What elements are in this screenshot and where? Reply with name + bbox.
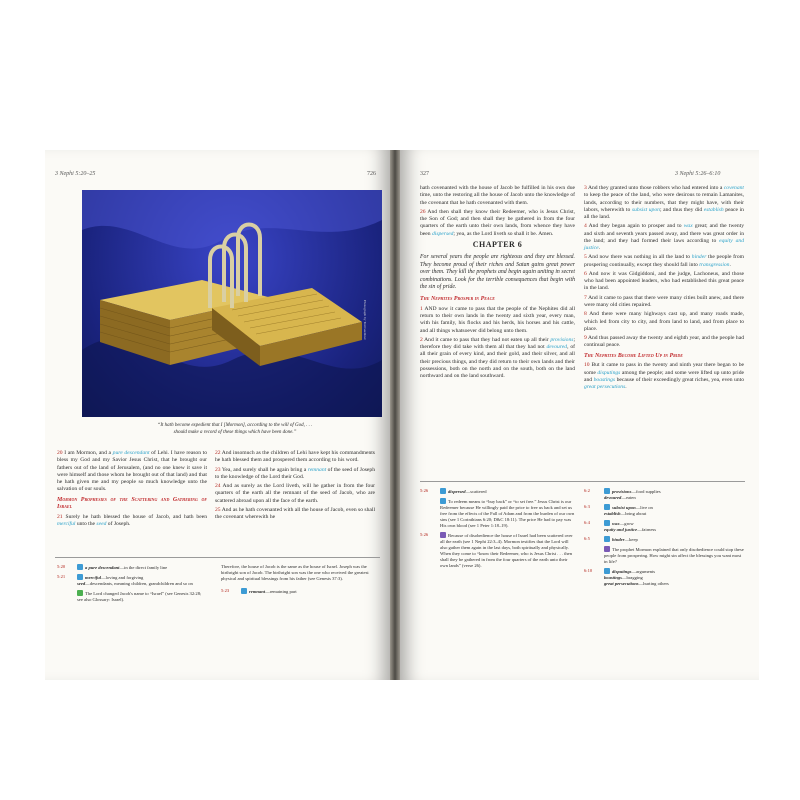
running-head-left: 3 Nephi 5:20–25 [55,171,96,177]
footnoted-word: wax [683,223,693,230]
verse-text: And now there was nothing in all the land to [588,254,692,261]
verse-number: 21 [57,514,63,521]
verse-4 [584,223,744,252]
note-reference: 6:10 [584,567,593,573]
verse-number: 24 [215,483,221,490]
right-notes-column-1 [420,488,575,572]
verse-text: And now it was Gidgiddoni, and the judge, Lachoneus, and those who had been appointed leaders, who had established this great peace in the land. [584,270,744,292]
verse-text: And there were many highways cast up, and many roads made, which led from city to city, and from land to land, and from place to place. [584,311,744,332]
note-definition: —loving and forgiving [101,574,144,580]
verse-text: peace in all the land. [584,206,744,221]
note-redeemer [420,498,575,529]
note-definition: —fairness [637,526,657,532]
footnoted-word: dispersed [431,230,454,237]
left-notes-column-2 [221,564,376,598]
note-reference: 5:26 [420,531,429,537]
verse-text: great; and the twenty and sixth and seventh years passed away, and there was great order in the land; and they had formed their laws according to [584,223,744,244]
note-reference: 5:20 [57,564,66,569]
verse-text: . [598,245,601,252]
footnoted-word: covenant [723,185,744,191]
right-notes-column-2 [584,488,744,590]
definition-icon [440,488,446,494]
left-notes-column-1 [57,564,207,606]
note-reference: 5:23 [221,587,230,593]
verse-24 [215,483,375,505]
verse-number: 22 [215,450,221,456]
note-text: To redeem means to “buy back” or “to set free.” Jesus Christ is our Redeemer because He willingly paid the price to free us back and set us free from the effects of the Fall of Adam and from the burden of our own sins (see 1 Corinthians 6:20; D&C 18:11). The price He had to pay was His own blood (see 1 Peter 1:18–19). [440,498,575,528]
note-term: a pure descendant [85,565,120,570]
note-5-21 [57,574,207,587]
footnoted-word: hinder [691,254,707,261]
footnoted-word: remnant [307,466,327,473]
footnoted-word: equity and justice [584,237,744,252]
verse-number: 5 [584,254,587,261]
right-page [400,150,759,680]
note-reference: 5:21 [57,573,66,579]
note-term: hinder [612,536,625,542]
footnoted-word: subsist upon [631,206,660,213]
verse-number: 9 [584,335,587,342]
photo-caption [105,423,365,436]
note-term: seed [77,580,86,586]
gold-plates-photo [82,190,382,417]
note-definition: —descendants, meaning children, grandchildren and so on [85,580,193,586]
verse-text: ; therefore they did take with them all that they had not [420,336,575,351]
right-column-1 [420,185,575,382]
footnoted-word: merciful [57,521,76,528]
note-definition: —remaining part [265,588,297,594]
verse-text: of Joseph. [106,521,131,528]
verse-text: . [729,261,731,268]
footnoted-word: devoured [546,344,568,351]
section-heading: Mormon Prophesies of the Scattering and Gathering of Israel [57,496,207,511]
verse-number: 2 [420,336,423,343]
caption-line-2: should make a record of these things which have been done.” [173,429,297,435]
right-column-2 [584,185,744,393]
left-column-2 [215,450,375,523]
verse-text: And thus passed away the twenty and eighth year, and the people had continual peace. [584,335,744,349]
verse-text: ; yea, as the Lord liveth so shall it be. Amen. [453,230,554,237]
verse-number: 4 [584,223,587,230]
verse-8 [584,311,744,333]
verse-7 [584,295,744,310]
verse-25 [215,507,375,522]
caption-line-1: “It hath become expedient that I [Mormon], according to the will of God, . . . [157,423,313,428]
verse-3 [584,185,744,221]
definition-icon [604,504,610,510]
verse-number: 3 [584,185,587,191]
note-term: subsist upon [612,504,636,510]
verse-text: And it came to pass that there were many cities built anew, and there were many old cities repaired. [584,294,744,308]
footnoted-word: boastings [593,376,616,383]
note-definition: —grow [619,520,634,526]
note-5-23 [221,588,376,595]
note-term: great persecutions [604,580,639,586]
open-book [45,150,759,680]
note-5-26-gathering [420,532,575,569]
verse-text: And it came to pass that they had not eaten up all their [424,336,551,343]
verse-text: Surely he hath blessed the house of Jacob, and hath been [65,514,207,521]
note-term: boastings [604,574,622,580]
verse-text: of the seed of Joseph to the knowledge of the Lord their God. [215,466,375,480]
note-text: Because of disobedience the house of Israel had been scattered over all the earth (see 1 Nephi 22:3–4). Mormon testifies that the Lord will also gather them again in the last days, both spiritually and physically. When they come to “know their Redeemer, who is Jesus Christ . . . then shall they be gathered in from the four quarters of the earth unto their own lands” (verse 26). [440,532,573,568]
note-5-20 [57,564,207,571]
verse-text: And as he hath covenanted with all the house of Jacob, even so shall the covenant wherewith he [215,506,375,521]
note-reference: 6:5 [584,535,590,541]
verse-23 [215,467,375,482]
note-term: provisions [612,489,632,494]
photo-credit: Photograph by Ted Gardiner [363,300,367,340]
note-term: remnant [249,588,266,594]
section-heading: The Nephites Become Lifted Up in Pride [584,352,683,359]
verse-text: the people from prospering continually, except they should fall into [584,254,744,268]
note-israel [57,590,207,603]
verse-20 [57,450,207,494]
chapter-summary: For several years the people are righteous and they are blessed. They become proud of their riches and Satan gains great power over them. They kill the prophets and begin again uniting in secret combinations. Look for the terrible consequences that begin with the sin of pride. [420,254,575,291]
insight-icon [604,546,610,552]
verse-text: unto the [75,521,97,528]
verse-text: I am Mormon, and a [64,450,113,456]
note-6-4 [584,520,744,533]
insight-icon [77,590,83,596]
verse-6 [584,271,744,293]
definition-icon [604,520,610,526]
note-6-2 [584,488,744,501]
verse-text: . [625,384,627,391]
book-gutter [390,150,400,680]
verse-text: , of all their grain of every kind, and their gold, and their silver, and all their precious things, and they did return to their own lands and their possessions, both on the north and on the south, both on the land northward and on the land southward. [420,344,575,380]
note-6-3 [584,504,744,517]
verse-2 [420,337,575,381]
running-head-right: 3 Nephi 5:26–6:10 [675,171,721,177]
verse-text: because of their exceedingly great riches, yea, even unto [615,376,744,383]
note-reference: 6:2 [584,488,590,493]
verse-text: And they granted unto those robbers who had entered into a [587,185,724,191]
verse-10 [584,362,744,391]
note-definition: —keep [624,536,638,542]
note-term: merciful [85,574,102,580]
footnoted-word: provisions [550,336,574,343]
verse-text: Yea, and surely shall he again bring a [221,466,308,473]
note-definition: —food supplies [631,489,661,494]
verse-5 [584,254,744,269]
verse-text: among the people; and some were lifted up unto pride and [584,369,744,383]
left-column-1 [57,450,207,531]
verse-number: 26 [420,208,426,215]
note-definition: —bragging [621,574,643,580]
note-reference: 6:4 [584,519,590,525]
note-term: devoured [604,494,622,500]
note-reference: 5:26 [420,488,429,493]
verse-text: And they began again to prosper and to [588,223,684,230]
definition-icon [604,488,610,494]
verse-25-continued: hath covenanted with the house of Jacob be fulfilled in his own due time, unto the restoring all the house of Jacob unto the knowledge of the covenant that he hath covenanted with them. [420,185,575,206]
verse-number: 8 [584,311,587,318]
note-text: The Lord changed Jacob's name to “Israel” (see Genesis 32:28; see also Glossary: Israel). [77,590,202,602]
chapter-heading: CHAPTER 6 [472,239,523,249]
note-definition: —arguments [631,568,656,574]
note-prosper-question [584,546,744,565]
verse-text: ; and thus they did [659,206,704,213]
verse-number: 23 [215,466,221,473]
section-heading: The Nephites Prosper in Peace [420,295,495,302]
insight-icon [440,532,446,538]
verse-21 [57,514,207,529]
note-definition: —live on [635,504,653,510]
definition-icon [77,574,83,580]
verse-text: to keep the peace of the land, who were desirous to remain Lamanites, lands, according to their numbers, that they might have, with their labors, wherewith to [584,192,744,213]
definition-icon [77,564,83,570]
verse-1 [420,306,575,335]
note-term: dispersed [448,489,466,494]
verse-text: AND now it came to pass that the people of the Nephites did all return to their own lands in the twenty and sixth year, every man, with his family, his flocks and his herds, his horses and his cattle, and all things whatsoever did belong unto them. [420,305,575,334]
note-term: equity and justice [604,526,638,532]
footnoted-word: pure descendant [112,450,150,456]
note-reference: 6:3 [584,503,590,509]
note-definition: —in the direct family line [119,565,168,570]
note-term: establish [604,510,621,516]
verse-text: And insomuch as the children of Lehi have kept his commandments he hath blessed them and prospered them according to his word. [215,450,375,464]
footnoted-word: establish [703,206,724,213]
verse-number: 7 [584,294,587,301]
page-number-left: 726 [367,171,376,177]
verse-number: 20 [57,450,63,456]
note-term: disputings [612,568,632,574]
verse-9 [584,335,744,350]
note-definition: —hurting others [638,580,669,586]
note-definition: —scattered [465,489,487,494]
footnoted-word: disputings [597,369,621,376]
note-6-5 [584,536,744,543]
verse-26 [420,209,575,238]
footnote-divider [55,557,380,558]
verse-number: 25 [215,506,221,513]
definition-icon [440,498,446,504]
definition-icon [604,536,610,542]
note-definition: —bring about [620,510,647,516]
note-6-10 [584,568,744,587]
definition-icon [241,588,247,594]
verse-text: And then shall they know their Redeemer, who is Jesus Christ, the Son of God; and then shall they be gathered in from the four quarters of the earth unto their own lands, from whence they have been [420,208,575,237]
definition-icon [604,568,610,574]
note-term: wax [612,520,620,526]
verse-number: 10 [584,362,590,369]
footnoted-word: great persecutions [584,384,626,391]
footnoted-word: transgression [699,261,730,268]
verse-text: But it came to pass in the twenty and ninth year there began to be some [584,362,744,376]
verse-number: 6 [584,270,587,277]
note-definition: —eaten [621,494,636,500]
left-page [45,150,390,680]
verse-text: And as surely as the Lord liveth, will he gather in from the four quarters of the earth all the remnant of the seed of Jacob, who are scattered abroad upon all the face of the earth. [215,483,376,504]
footnoted-word: seed [96,521,107,528]
note-text: Therefore, the house of Jacob is the same as the house of Israel. Joseph was the birthright son of Jacob. The birthright son was the one who received the greatest physical and spiritual blessings from his father (see Genesis 37:3). [221,564,369,581]
page-number-right: 327 [420,171,429,177]
verse-number: 1 [420,305,423,312]
footnote-divider [420,481,745,482]
note-text: The prophet Mormon explained that only disobedience could stop these people from prospering. How might sin affect the blessings you want most in life? [604,546,744,564]
verse-text: of Lehi. I have reason to bless my God and my Savior Jesus Christ, that he brought our fathers out of the land of Jerusalem, (and no one knew it save it were himself and those whom he brought out of that land) and that he hath given me and my people so much knowledge unto the salvation of our souls. [57,450,208,493]
verse-22 [215,450,375,465]
note-5-26-dispersed [420,488,575,495]
